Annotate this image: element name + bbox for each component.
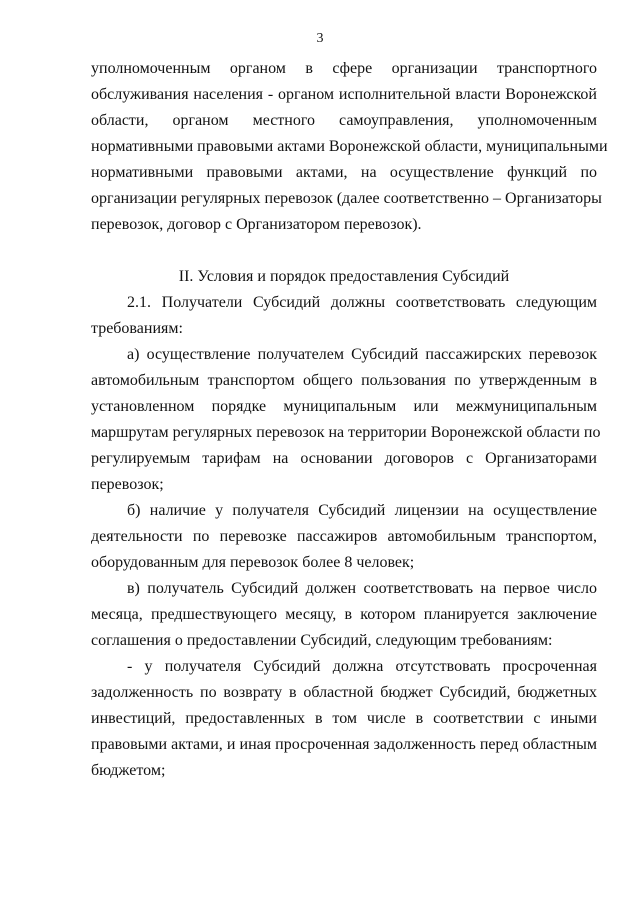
text-line: задолженность по возврату в областной бюджет Субсидий, бюджетных: [91, 684, 597, 701]
document-body: [91, 56, 608, 784]
page-number: 3: [316, 31, 324, 46]
text-line: - у получателя Субсидий должна отсутствовать просроченная: [127, 658, 597, 675]
text-line: автомобильным транспортом общего пользования по утвержденным в: [91, 372, 597, 389]
paragraph-item-a: [91, 342, 601, 498]
section-heading: II. Условия и порядок предоставления Субсидий: [178, 268, 510, 285]
text-line: перевозок, договор с Организатором перевозок).: [91, 216, 422, 233]
text-line: правовыми актами, и иная просроченная задолженность перед областным: [91, 736, 597, 753]
text-line: соглашения о предоставлении Субсидий, следующим требованиям:: [91, 632, 553, 649]
paragraph-gap: [91, 238, 597, 264]
paragraph-2-1: [91, 290, 597, 342]
text-line: инвестиций, предоставленных в том числе в соответствии с иными: [91, 710, 597, 727]
paragraph-dash-item: [91, 654, 597, 784]
text-line: области, органом местного самоуправления, уполномоченным: [91, 112, 597, 129]
text-line: оборудованным для перевозок более 8 человек;: [91, 554, 415, 571]
text-line: б) наличие у получателя Субсидий лицензии на осуществление: [127, 502, 597, 519]
text-line: 2.1. Получатели Субсидий должны соответствовать следующим: [127, 294, 597, 311]
text-line: регулируемым тарифам на основании договоров с Организаторами: [91, 450, 597, 467]
text-line: требованиям:: [91, 320, 183, 337]
paragraph-item-v: [91, 576, 597, 654]
text-line: в) получатель Субсидий должен соответствовать на первое число: [127, 580, 597, 597]
text-line: маршрутам регулярных перевозок на территории Воронежской области по: [91, 424, 601, 441]
text-line: организации регулярных перевозок (далее соответственно – Организаторы: [91, 190, 602, 207]
text-line: а) осуществление получателем Субсидий пассажирских перевозок: [127, 346, 597, 363]
text-line: нормативными правовыми актами Воронежской области, муниципальными: [91, 138, 608, 155]
text-line: деятельности по перевозке пассажиров автомобильным транспортом,: [91, 528, 597, 545]
text-line: уполномоченным органом в сфере организации транспортного: [91, 60, 597, 77]
text-line: установленном порядке муниципальным или межмуниципальным: [91, 398, 597, 415]
text-line: нормативными правовыми актами, на осуществление функций по: [91, 164, 597, 181]
paragraph-item-b: [91, 498, 597, 576]
text-line: обслуживания населения - органом исполнительной власти Воронежской: [91, 86, 597, 103]
text-line: перевозок;: [91, 476, 164, 493]
text-line: бюджетом;: [91, 762, 166, 779]
text-line: месяца, предшествующего месяцу, в котором планируется заключение: [91, 606, 597, 623]
paragraph-intro-continuation: [91, 56, 608, 238]
